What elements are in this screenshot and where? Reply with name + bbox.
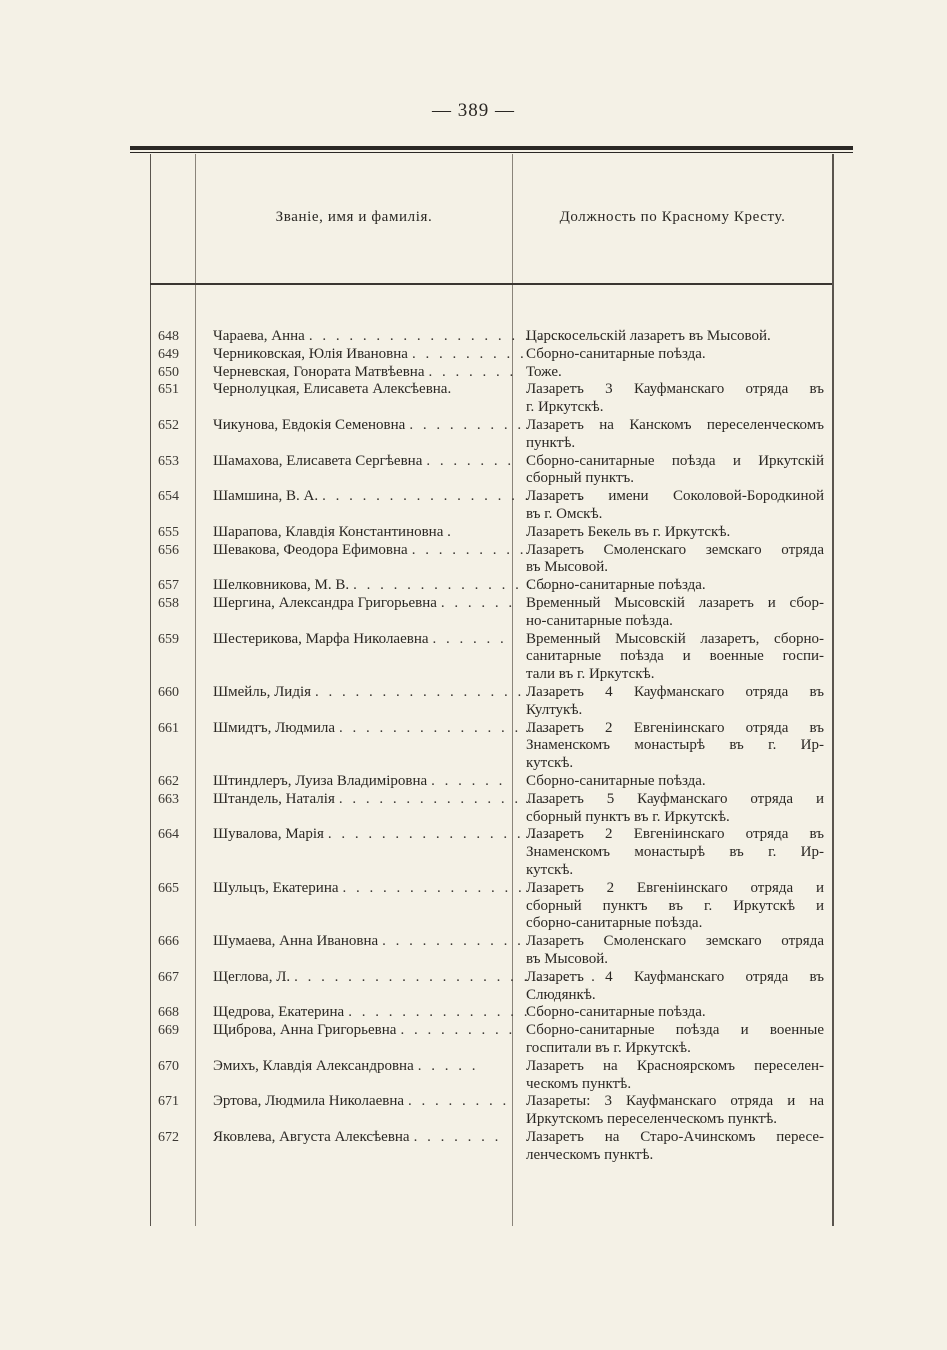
entry-duty-line: ческомъ пунктѣ. (526, 1075, 632, 1092)
entry-name-text: Штандель, Наталія (213, 790, 335, 807)
dot-leader: . . . . . . . . . (400, 1022, 516, 1039)
entry-name-text: Шмейль, Лидія (213, 684, 312, 700)
entry-name-text: Черневская, Гонората Матвѣевна (213, 363, 425, 380)
entry-name-text: Чараева, Анна (213, 328, 305, 344)
entry-number: 653 (158, 453, 179, 469)
entry-name (213, 417, 525, 435)
entry-name-text: Черниковская, Юлія Ивановна (213, 345, 408, 362)
entry-name-text: Штиндлеръ, Луиза Владиміровна (213, 773, 428, 789)
entry-name (213, 719, 562, 738)
entry-duty (526, 524, 824, 542)
entry-name (213, 1022, 516, 1040)
entry-number: 652 (158, 418, 179, 433)
entry-duty-line: Сборно-санитарные поѣзда и военные (526, 1022, 824, 1039)
entry-duty-line: тали въ г. Иркутскѣ. (526, 666, 655, 683)
entry-duty-line: Лазаретъ на Красноярскомъ переселен- (526, 1057, 824, 1074)
entry-duty-line: Култукѣ. (526, 701, 583, 718)
entry-duty (526, 826, 824, 879)
entry-number: 658 (158, 596, 179, 611)
entry-name-text: Шмидтъ, Людмила (213, 719, 336, 736)
entry-duty-line: Царскосельскій лазаретъ въ Мысовой. (526, 328, 771, 344)
top-thick-rule (130, 146, 853, 150)
entry-duty (526, 328, 824, 346)
entry-number: 672 (158, 1130, 179, 1145)
entry-duty (526, 631, 824, 684)
entry-duty-line: Сборно-санитарные поѣзда. (526, 773, 706, 789)
entry-duty (526, 595, 824, 631)
entry-duty-line: Лазаретъ 5 Кауфманскаго отряда и (526, 790, 824, 807)
entry-duty (526, 577, 824, 595)
entry-duty-line: Слюдянкѣ. (526, 986, 596, 1003)
entry-name (213, 328, 573, 346)
dot-leader: . . . . . . . . . (411, 345, 527, 362)
entry-duty-line: Лазаретъ Бекель въ г. Иркутскѣ. (526, 523, 731, 540)
dot-leader: . . . . . (417, 1057, 479, 1074)
entry-name (213, 684, 579, 702)
dot-leader: . . . . . . . (413, 1129, 502, 1145)
entry-duty (526, 453, 824, 489)
dot-leader: . . . . . . . . . . . . . . . . . (342, 879, 566, 896)
entry-duty-line: кутскѣ. (526, 755, 574, 772)
entry-number: 666 (158, 934, 179, 950)
entry-name (213, 381, 507, 399)
entry-duty-line: сборный пунктъ. (526, 470, 635, 487)
entry-name-text: Шамшина, В. А. (213, 488, 319, 505)
entry-name-text: Щедрова, Екатерина (213, 1004, 345, 1021)
entry-duty (526, 1129, 824, 1165)
dot-leader: . . . . . . . . . . . . . . . . . (339, 719, 562, 736)
entry-duty-line: Лазаретъ Смоленскаго земскаго отряда (526, 541, 824, 558)
entry-duty (526, 1093, 824, 1129)
entry-duty-line: Лазаретъ 3 Кауфманскаго отряда въ (526, 381, 824, 398)
entry-name-text: Эмихъ, Клавдія Александровна (213, 1057, 414, 1074)
entry-duty (526, 381, 824, 417)
entry-duty (526, 346, 824, 364)
entry-number: 669 (158, 1023, 179, 1039)
entry-name (213, 879, 566, 898)
dot-leader: . . . . . . . . . . . . . . . . . . . . (308, 328, 573, 344)
entry-duty (526, 969, 824, 1005)
entry-name-text: Чикунова, Евдокія Семеновна (213, 417, 406, 433)
entry-number: 670 (158, 1058, 179, 1074)
entry-name (213, 1129, 507, 1147)
entry-name (213, 1004, 544, 1022)
dot-leader: . . . . . . . . . (409, 417, 525, 433)
entry-duty-line: Временный Мысовскій лазаретъ и сбор- (526, 595, 824, 611)
entry-name (213, 826, 565, 844)
entry-number: 654 (158, 489, 179, 505)
entry-name (213, 488, 586, 506)
dot-leader (455, 524, 507, 542)
entry-name (213, 933, 524, 951)
entry-number: 668 (158, 1005, 179, 1021)
dot-leader: . . . . . . . . . (411, 541, 527, 558)
entry-number: 660 (158, 685, 179, 700)
entry-number: 649 (158, 346, 179, 362)
entry-duty-line: Лазаретъ имени Соколовой-Бородкиной (526, 488, 824, 505)
entry-duty-line: въ г. Омскѣ. (526, 505, 603, 522)
entry-duty-line: Лазаретъ Смоленскаго земскаго отряда (526, 933, 824, 950)
entry-duty-line: сборно-санитарные поѣзда. (526, 915, 703, 932)
entry-duty-line: Временный Мысовскій лазаретъ, сборно- (526, 630, 824, 647)
dot-leader: . . . . . . . . . . . . . . . . . (353, 577, 576, 594)
entry-name (213, 452, 515, 471)
table-frame-right (832, 154, 834, 1226)
entry-name (213, 968, 598, 987)
dot-leader: . . . . . . . . . . . . . . . . (338, 790, 549, 807)
entry-duty-line: Лазаретъ 4 Кауфманскаго отряда въ (526, 968, 824, 985)
header-duty-column: Должность по Красному Кресту. (559, 209, 786, 225)
entry-duty-line: но-санитарные поѣзда. (526, 612, 673, 629)
entry-name (213, 790, 549, 809)
entry-number: 663 (158, 791, 179, 807)
entry-name (213, 1058, 507, 1076)
entry-number: 648 (158, 329, 179, 344)
entry-duty-line: Иркутскомъ переселенческомъ пунктѣ. (526, 1111, 777, 1128)
dot-leader: . . . . . . (431, 773, 506, 789)
entry-number: 671 (158, 1094, 179, 1110)
entry-duty-line: сборный пунктъ въ г. Иркутскѣ. (526, 808, 730, 825)
entry-name (213, 345, 527, 364)
entry-duty (526, 1004, 824, 1022)
table-frame-left (150, 154, 151, 1226)
dot-leader: . . . . . . . (428, 363, 517, 380)
entry-duty-line: Сборно-санитарные поѣзда. (526, 345, 706, 362)
entry-name (213, 631, 507, 649)
entry-number: 659 (158, 631, 179, 647)
entry-number: 662 (158, 774, 179, 789)
entry-duty-line: кутскѣ. (526, 861, 574, 878)
entry-duty (526, 880, 824, 933)
entry-duty (526, 1058, 824, 1094)
entry-duty-line: въ Мысовой. (526, 950, 609, 967)
entry-name-text: Шамахова, Елисавета Сергѣевна (213, 452, 423, 469)
entry-name (213, 1093, 510, 1111)
entry-name-text: Эртова, Людмила Николаевна (213, 1093, 405, 1110)
entry-number: 664 (158, 827, 179, 843)
entry-duty-line: Тоже. (526, 363, 562, 380)
page-number: — 389 — (432, 100, 515, 121)
entry-name (213, 524, 507, 542)
dot-leader: . . . . . . . . . . . . . . . . . . . . (322, 488, 586, 505)
entry-name-text: Шарапова, Клавдія Константиновна . (213, 523, 451, 540)
entry-name-text: Чернолуцкая, Елисавета Алексѣевна. (213, 381, 452, 398)
entry-duty-line: Лазаретъ 4 Кауфманскаго отряда въ (526, 684, 824, 700)
entry-duty (526, 791, 824, 827)
entry-duty-line: Лазаретъ 2 Евгеніинскаго отряда въ (526, 826, 824, 843)
entry-duty-line: сборный пунктъ въ г. Иркутскѣ и (526, 897, 824, 914)
dot-leader: . . . . . . (440, 595, 516, 611)
entry-number: 651 (158, 382, 179, 398)
top-thin-rule (130, 152, 853, 153)
entry-duty-line: Знаменскомъ монастырѣ въ г. Ир- (526, 737, 824, 754)
entry-duty-line: Сборно-санитарные поѣзда и Иркутскій (526, 452, 824, 469)
entry-duty-line: въ Мысовой. (526, 559, 609, 576)
entry-number: 667 (158, 969, 179, 985)
entry-duty (526, 1022, 824, 1058)
dot-leader: . . . . . . . . . . . . . . . . . . (327, 826, 565, 843)
entry-name (213, 541, 527, 560)
header-name-column: Званіе, имя и фамилія. (275, 209, 433, 225)
entry-number: 656 (158, 542, 179, 558)
entry-number: 665 (158, 880, 179, 896)
entry-duty-line: Знаменскомъ монастырѣ въ г. Ир- (526, 844, 824, 861)
entry-name (213, 363, 517, 382)
entry-duty-line: санитарные поѣзда и военные госпи- (526, 648, 824, 665)
entry-duty (526, 720, 824, 773)
entry-name-text: Шульцъ, Екатерина (213, 879, 339, 896)
entry-duty (526, 417, 824, 453)
dot-leader: . . . . . . (432, 630, 507, 647)
entry-duty (526, 488, 824, 524)
entry-name (213, 595, 516, 613)
entry-name-text: Яковлева, Августа Алексѣевна (213, 1129, 410, 1145)
entry-duty-line: г. Иркутскѣ. (526, 399, 604, 416)
entry-name (213, 577, 576, 595)
dot-leader: . . . . . . . . . . . . . . . . . . . . (315, 684, 579, 700)
entry-duty-line: Лазаретъ на Канскомъ переселенческомъ (526, 417, 824, 433)
entry-name-text: Шувалова, Марія (213, 826, 324, 843)
entry-duty-line: Сборно-санитарные поѣзда. (526, 577, 706, 594)
entry-name-text: Шергина, Александра Григорьевна (213, 595, 437, 611)
entry-duty (526, 773, 824, 791)
entry-name-text: Шелковникова, М. В. (213, 577, 350, 594)
entry-duty-line: Лазареты: 3 Кауфманскаго отряда и на (526, 1093, 824, 1110)
entry-duty-line: ленческомъ пунктѣ. (526, 1146, 654, 1163)
entry-name-text: Щиброва, Анна Григорьевна (213, 1022, 397, 1039)
entry-name-text: Шестерикова, Марфа Николаевна (213, 630, 429, 647)
dot-leader: . . . . . . . . . . . . . . . (348, 1004, 544, 1021)
entry-name-text: Шевакова, Феодора Ефимовна (213, 541, 408, 558)
entry-duty (526, 542, 824, 578)
entry-number: 650 (158, 364, 179, 380)
entry-number: 655 (158, 524, 179, 540)
entry-duty-line: пунктѣ. (526, 434, 576, 451)
dot-leader: . . . . . . . . . . . . . . . . . . . . . . . (294, 968, 598, 985)
entry-duty-line: Лазаретъ на Старо-Ачинскомъ пересе- (526, 1129, 824, 1145)
entry-duty (526, 684, 824, 720)
entry-duty-line: госпитали въ г. Иркутскѣ. (526, 1039, 691, 1056)
entry-number: 657 (158, 578, 179, 594)
dot-leader (455, 381, 507, 399)
entry-name-text: Щеглова, Л. (213, 968, 291, 985)
dot-leader: . . . . . . . . (408, 1093, 510, 1110)
entry-duty (526, 364, 824, 382)
entry-duty (526, 933, 824, 969)
entry-duty-line: Лазаретъ 2 Евгеніинскаго отряда и (526, 879, 824, 896)
dot-leader: . . . . . . . (426, 452, 515, 469)
entry-number: 661 (158, 720, 179, 736)
entry-duty-line: Сборно-санитарные поѣзда. (526, 1004, 706, 1021)
entry-name (213, 773, 507, 791)
entry-duty-line: Лазаретъ 2 Евгеніинскаго отряда въ (526, 719, 824, 736)
header-rule (150, 283, 832, 285)
entry-name-text: Шумаева, Анна Ивановна (213, 933, 379, 950)
dot-leader: . . . . . . . . . . . (382, 933, 524, 950)
